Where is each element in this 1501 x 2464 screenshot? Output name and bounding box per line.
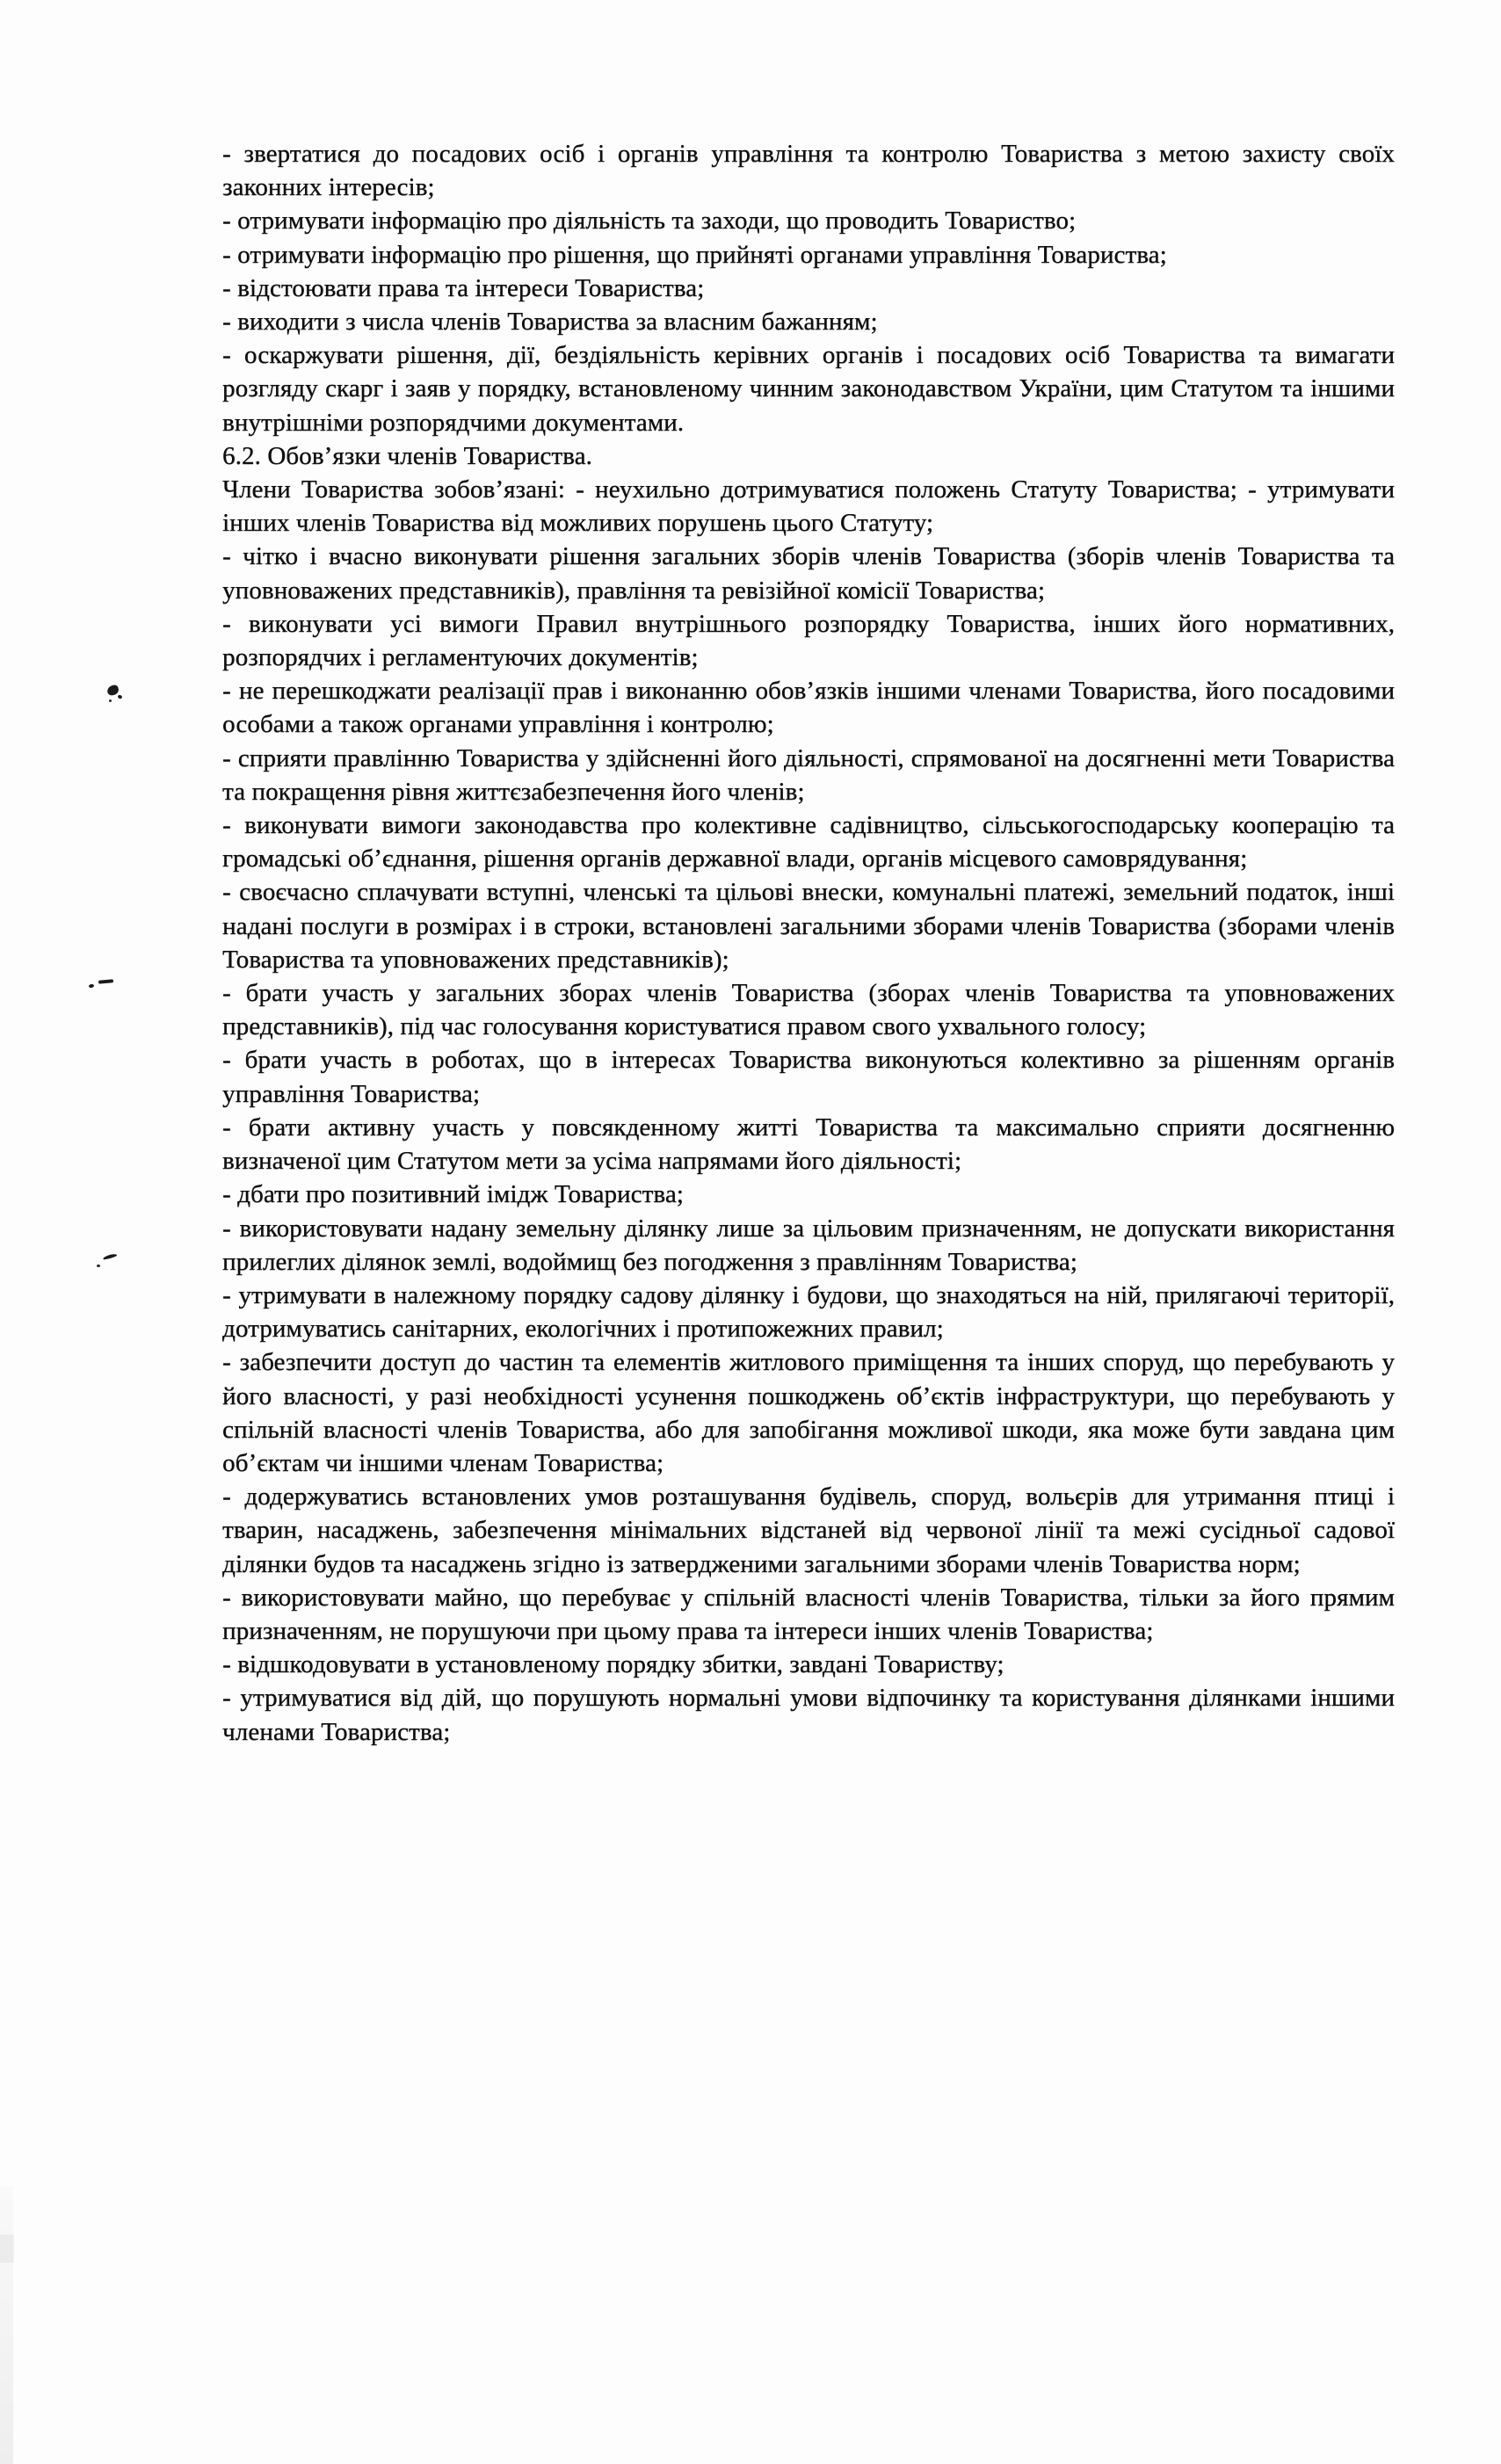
paragraph: - чітко і вчасно виконувати рішення загальних зборів членів Товариства (зборів членів Товариства та уповноважених представників), правління та ревізійної комісії Товариства; [222,542,1395,605]
paragraph: - забезпечити доступ до частин та елементів житлового приміщення та інших споруд, що перебувають у його власності, у разі необхідності усунення пошкоджень об’єктів інфраструктури, що перебувають у спільній власності членів Товариства, або для запобігання можливої шкоди, яка може бути завдана цим об’єктам чи іншими членам Товариства; [222,1348,1395,1477]
scanner-edge-shadow [0,2186,13,2464]
paragraph: - утримувати в належному порядку садову ділянку і будови, що знаходяться на ній, прилягаючі території, дотримуватись санітарних, екологічних і протипожежних правил; [222,1280,1395,1344]
paragraph: - відшкодовувати в установленому порядку збитки, завдані Товариству; [222,1650,1004,1679]
paragraph: - звертатися до посадових осіб і органів управління та контролю Товариства з метою захисту своїх законних інтересів; [222,140,1395,202]
paragraph: - оскаржувати рішення, дії, бездіяльність керівних органів і посадових осіб Товариства та вимагати розгляду скарг і заяв у порядку, встановленому чинним законодавством України, цим Статутом та іншими внутрішніми розпорядчими документами. [222,341,1395,437]
paragraph: - виконувати вимоги законодавства про колективне садівництво, сільськогосподарську кооперацію та громадські об’єднання, рішення органів державної влади, органів місцевого самоврядування; [222,811,1395,873]
paragraph: - брати участь в роботах, що в інтересах Товариства виконуються колективно за рішенням органів управління Товариства; [222,1046,1395,1108]
paragraph: - сприяти правлінню Товариства у здійсненні його діяльності, спрямованої на досягненні мети Товариства та покращення рівня життєзабезпечення його членів; [222,743,1395,806]
statute-text-block [222,137,1395,1749]
paragraph: - отримувати інформацію про рішення, що прийняті органами управління Товариства; [222,240,1167,269]
paragraph: - виходити з числа членів Товариства за власним бажанням; [222,308,878,337]
paragraph: - дбати про позитивний імідж Товариства; [222,1180,684,1209]
scanner-edge-shadow-dark [0,2235,14,2263]
paragraph: Члени Товариства зобов’язані: - неухильно дотримуватися положень Статуту Товариства; - утримувати інших членів Товариства від можливих порушень цього Статуту; [222,475,1395,538]
paragraph: - використовувати надану земельну ділянку лише за цільовим призначенням, не допускати використання прилеглих ділянок землі, водоймищ без погодження з правлінням Товариства; [222,1214,1395,1276]
paragraph: - відстоювати права та інтереси Товариства; [222,273,705,302]
paragraph: - виконувати усі вимоги Правил внутрішнього розпорядку Товариства, інших його нормативних, розпорядчих і регламентуючих документів; [222,609,1395,672]
paragraph: - не перешкоджати реалізації прав і виконанню обов’язків іншими членами Товариства, його посадовими особами а також органами управління і контролю; [222,677,1395,739]
paragraph: - використовувати майно, що перебуває у спільній власності членів Товариства, тільки за його прямим призначенням, не порушуючи при цьому права та інтереси інших членів Товариства; [222,1583,1395,1645]
paragraph: - отримувати інформацію про діяльність та заходи, що проводить Товариство; [222,207,1077,236]
paragraph: - своєчасно сплачувати вступні, членські та цільові внески, комунальні платежі, земельний податок, інші надані послуги в розмірах і в строки, встановлені загальними зборами членів Товариства (зборами членів Товариства та уповноважених представників); [222,878,1395,974]
ink-blot-mark [104,684,127,708]
paragraph: - додержуватись встановлених умов розташування будівель, споруд, вольєрів для утримання птиці і тварин, насаджень, забезпечення мінімальних відстаней від червоної лінії та межі сусідньої садової ділянки будов та насаджень згідно із затвердженими загальними зборами членів Товариства норм; [222,1482,1395,1578]
paragraph: - брати участь у загальних зборах членів Товариства (зборах членів Товариства та уповноважених представників), під час голосування користуватися правом свого ухвального голосу; [222,979,1395,1041]
curl-dot-mark [97,1251,125,1274]
dot-dash-mark [89,977,120,991]
section-heading: 6.2. Обов’язки членів Товариства. [222,441,592,470]
paragraph: - утримуватися від дій, що порушують нормальні умови відпочинку та користування ділянками іншими членами Товариства; [222,1684,1395,1746]
paragraph: - брати активну участь у повсякденному житті Товариства та максимально сприяти досягненню визначеної цим Статутом мети за усіма напрямами його діяльності; [222,1112,1395,1176]
